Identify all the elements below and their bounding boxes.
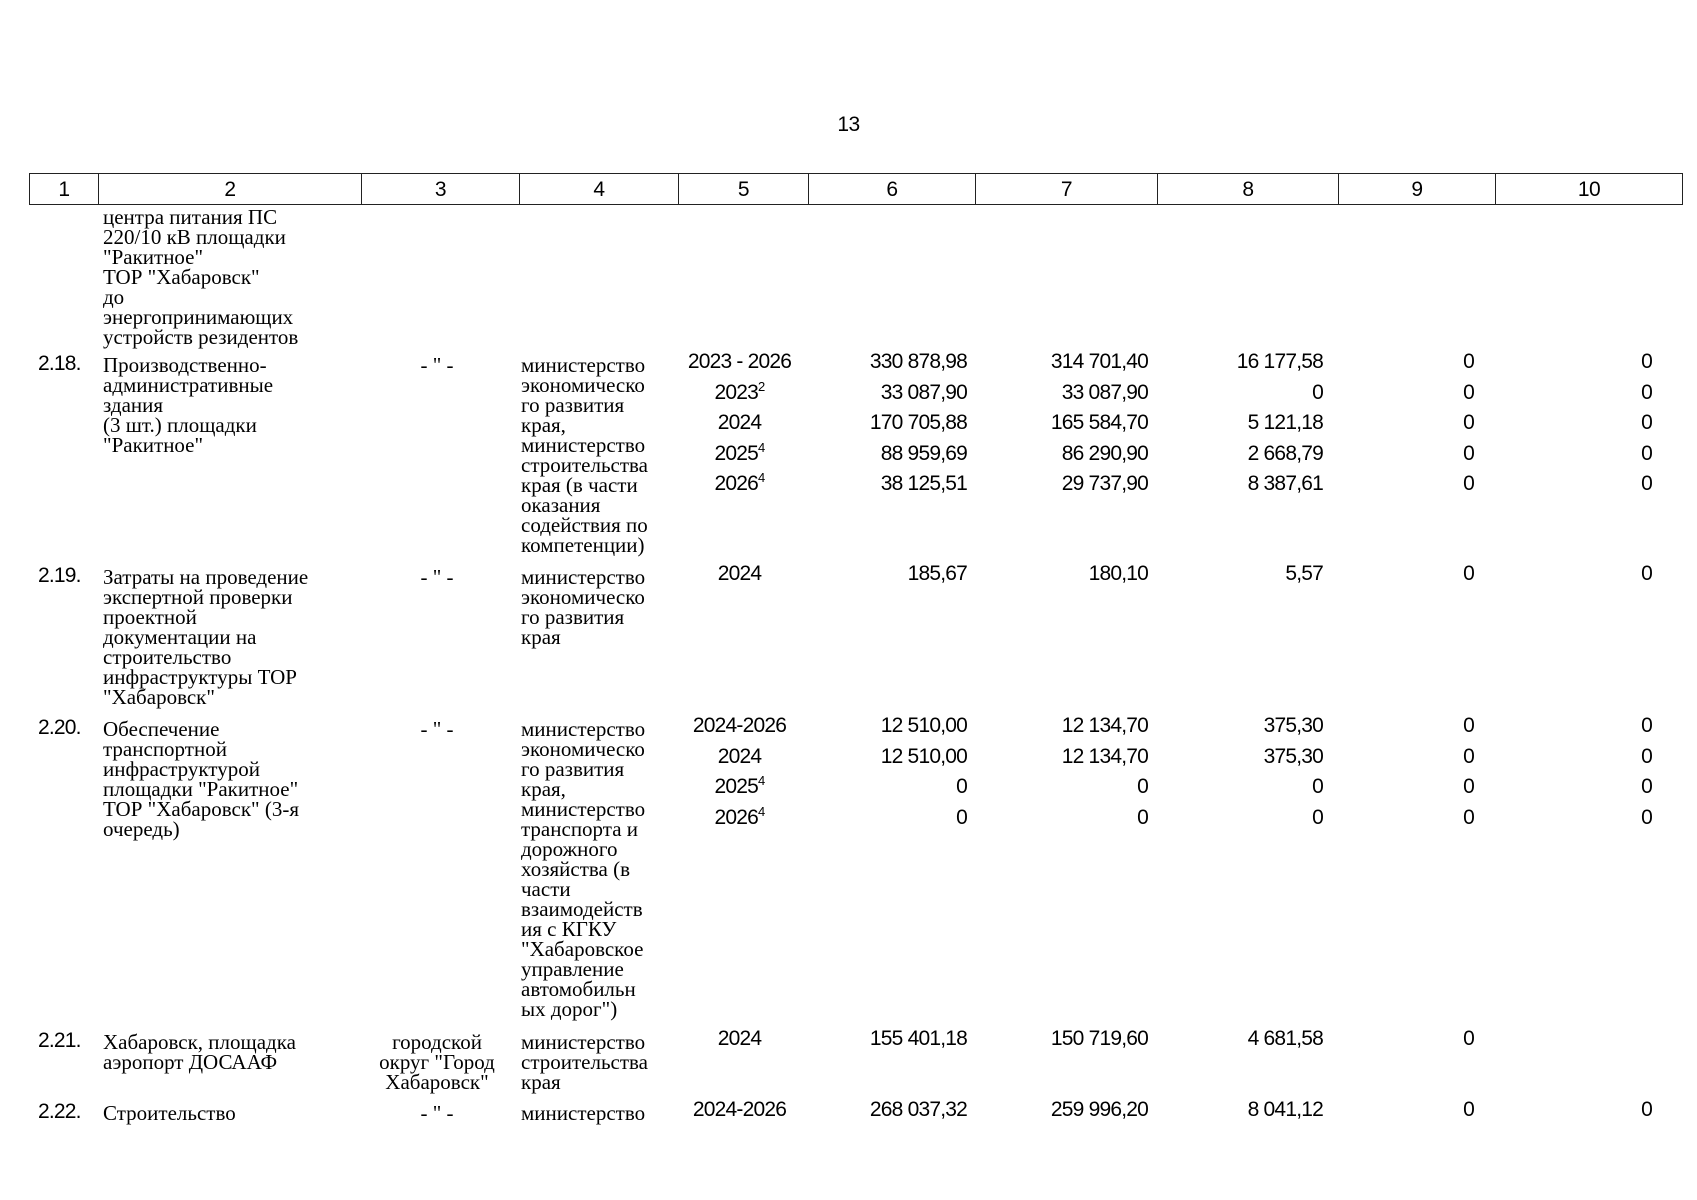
row-number: 2.22. [38,1100,81,1123]
value-cell: 180,10 [1088,562,1148,585]
row-c6-values [797,711,967,833]
value-cell: 0 [1641,1098,1652,1121]
value-cell: 0 [1463,441,1474,465]
header-cell-8: 8 [1158,174,1339,204]
row-name: Затраты на проведение экспертной проверки проектной документации на строительство инфраструктуры ТОР "Хабаровск" [103,565,309,709]
value-cell: 4 681,58 [1247,1027,1323,1050]
row-c6-values [797,347,967,500]
row-name: Строительство [103,1101,236,1125]
value-cell: 0 [1137,805,1148,829]
value-cell: 0 [956,775,967,798]
row-c9-values [1304,559,1474,590]
row-name: Обеспечение транспортной инфраструктурой площадки "Ракитное" ТОР "Хабаровск" (3-я очередь) [103,717,299,841]
row-location: городской округ "Город Хабаровск" [379,1030,495,1094]
year-footnote: 4 [758,773,765,788]
header-cell-4: 4 [520,174,679,204]
row-c6-values [797,1024,967,1055]
value-cell: 12 510,00 [880,744,967,768]
row-location: - " - [420,565,454,589]
value-cell: 88 959,69 [880,441,967,465]
continuation-name: центра питания ПС 220/10 кВ площадки "Ракитное" ТОР "Хабаровск" до энергопринимающих устройств резидентов [103,205,299,349]
row-number: 2.20. [38,716,81,739]
value-cell: 268 037,32 [869,1098,967,1121]
row-number: 2.19. [38,564,81,587]
row-c6-values [797,559,967,590]
value-cell: 165 584,70 [1050,411,1148,434]
value-cell: 0 [1641,805,1652,829]
value-cell: 0 [1463,744,1474,768]
year-cell [672,1024,807,1055]
value-cell: 5 121,18 [1247,411,1323,434]
value-cell: 0 [1641,714,1652,737]
value-cell: 29 737,90 [1061,472,1148,495]
row-years [672,559,807,590]
row-responsible: министерство [521,1101,646,1125]
value-cell: 0 [1641,562,1652,585]
value-cell: 0 [1463,1098,1474,1121]
row-c9-values [1304,347,1474,500]
value-cell: 170 705,88 [869,411,967,434]
row-c8-values [1153,1095,1323,1126]
year-cell [672,439,807,470]
value-cell: 33 087,90 [880,380,967,404]
row-c8-values [1153,559,1323,590]
header-cell-6: 6 [809,174,976,204]
value-cell: 155 401,18 [869,1027,967,1050]
value-cell: 0 [1312,805,1323,829]
year-cell [672,469,807,500]
row-c7-values [978,1024,1148,1055]
header-cell-10: 10 [1577,178,1601,201]
year-cell [672,742,807,773]
year-cell [672,408,807,439]
row-c8-values [1153,1024,1323,1055]
row-c8-values [1153,711,1323,833]
value-cell: 16 177,58 [1236,350,1323,373]
value-cell: 0 [1463,411,1474,434]
year-cell [672,772,807,803]
value-cell: 0 [1463,714,1474,737]
row-years [672,1024,807,1055]
row-c8-values [1153,347,1323,500]
row-name: Производственно- административные здания (3 шт.) площадки "Ракитное" [103,353,274,457]
value-cell: 375,30 [1263,744,1323,768]
row-c10-values [1482,347,1652,500]
row-c9-values [1304,1024,1474,1055]
value-cell: 2 668,79 [1247,441,1323,465]
row-location: - " - [420,1101,454,1125]
value-cell: 8 387,61 [1247,472,1323,495]
year-value: 2023 [714,380,759,404]
row-c10-values [1482,711,1652,833]
value-cell: 8 041,12 [1247,1098,1323,1121]
year-cell [672,1095,807,1126]
year-value: 2024-2026 [692,714,787,737]
year-value: 2023 - 2026 [687,350,792,373]
value-cell: 0 [1137,775,1148,798]
value-cell: 0 [1312,775,1323,798]
value-cell: 12 134,70 [1061,714,1148,737]
value-cell: 5,57 [1285,562,1323,585]
row-number: 2.18. [38,352,81,375]
row-c7-values [978,347,1148,500]
year-cell [672,559,807,590]
value-cell: 0 [1641,350,1652,373]
row-number: 2.21. [38,1029,81,1052]
year-value: 2026 [714,472,759,495]
year-value: 2024 [717,1027,762,1050]
value-cell: 0 [1463,562,1474,585]
value-cell: 12 510,00 [880,714,967,737]
year-value: 2025 [714,441,759,465]
value-cell: 0 [1641,380,1652,404]
value-cell: 0 [1463,380,1474,404]
row-c7-values [978,711,1148,833]
value-cell: 0 [1463,472,1474,495]
row-responsible: министерство строительства края [521,1030,649,1094]
value-cell: 0 [956,805,967,829]
value-cell: 259 996,20 [1050,1098,1148,1121]
value-cell: 0 [1641,472,1652,495]
year-value: 2024-2026 [692,1098,787,1121]
value-cell: 0 [1641,744,1652,768]
year-cell [672,711,807,742]
header-cell-7: 7 [976,174,1158,204]
year-value: 2024 [717,562,762,585]
row-location: - " - [420,717,454,741]
value-cell: 314 701,40 [1050,350,1148,373]
row-years [672,711,807,833]
header-cell-2: 2 [99,174,362,204]
table-header-row [29,173,1683,205]
row-location: - " - [420,353,454,377]
value-cell: 150 719,60 [1050,1027,1148,1050]
value-cell: 0 [1463,1027,1474,1050]
row-responsible: министерство экономическо го развития края, министерство строительства края (в части оказания содействия по компетенции) [521,353,649,557]
value-cell: 38 125,51 [880,472,967,495]
header-cell-3: 3 [362,174,520,204]
year-footnote: 4 [758,470,765,485]
value-cell: 0 [1463,775,1474,798]
row-years [672,1095,807,1126]
value-cell: 0 [1463,350,1474,373]
header-cell-1: 1 [30,174,99,204]
year-footnote: 4 [758,803,765,819]
year-cell [672,347,807,378]
value-cell: 185,67 [907,562,967,585]
row-c7-values [978,1095,1148,1126]
row-responsible: министерство экономическо го развития края, министерство транспорта и дорожного хозяйства (в части взаимодейств ия с КГКУ "Хабаровское управление автомобильн ых дорог") [521,717,646,1021]
value-cell: 86 290,90 [1061,441,1148,465]
row-c7-values [978,559,1148,590]
value-cell: 0 [1641,775,1652,798]
value-cell: 0 [1641,411,1652,434]
value-cell: 0 [1641,441,1652,465]
value-cell: 33 087,90 [1061,380,1148,404]
row-c6-values [797,1095,967,1126]
value-cell: 0 [1312,380,1323,404]
row-responsible: министерство экономическо го развития края [521,565,646,649]
header-cell-5: 5 [679,174,809,204]
value-cell: 330 878,98 [869,350,967,373]
year-value: 2024 [717,411,762,434]
row-name: Хабаровск, площадка аэропорт ДОСААФ [103,1030,296,1074]
year-value: 2025 [714,775,759,798]
row-c9-values [1304,711,1474,833]
value-cell: 12 134,70 [1061,744,1148,768]
row-c10-values [1482,1095,1652,1126]
value-cell: 0 [1463,805,1474,829]
year-value: 2024 [717,744,762,768]
value-cell: 375,30 [1263,714,1323,737]
row-years [672,347,807,500]
year-footnote: 4 [758,439,765,455]
row-c9-values [1304,1095,1474,1126]
header-cell-9: 9 [1339,174,1496,204]
row-c10-values [1482,559,1652,590]
year-footnote: 2 [758,378,765,394]
year-cell [672,378,807,409]
year-cell [672,803,807,834]
page-number: 13 [837,113,860,136]
year-value: 2026 [714,805,759,829]
